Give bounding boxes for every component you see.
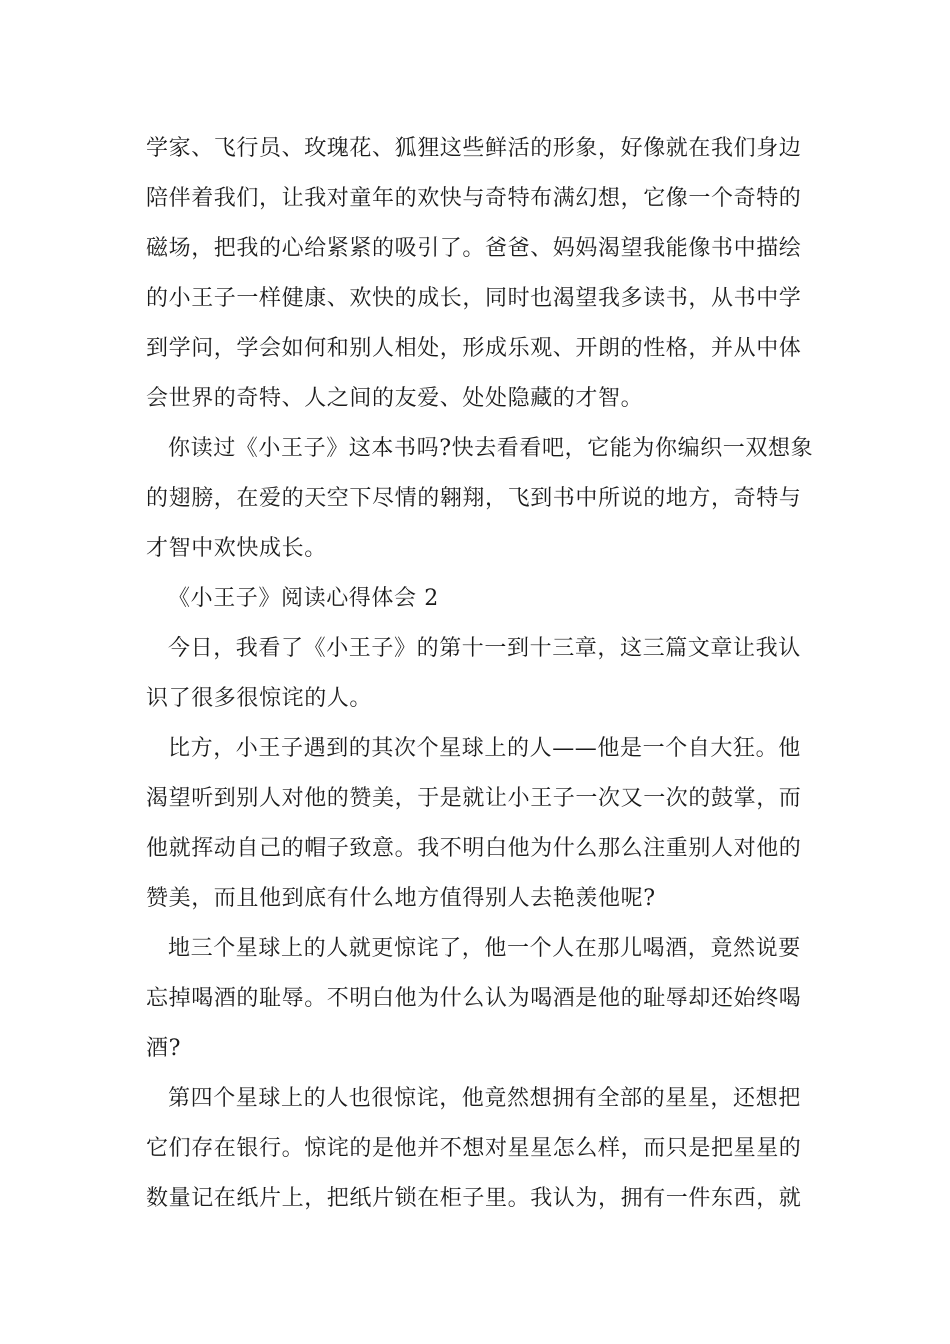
text-line: 的小王子一样健康、欢快的成长，同时也渴望我多读书，从书中学 (146, 286, 802, 311)
text-line: 他就挥动自己的帽子致意。我不明白他为什么那么注重别人对他的 (146, 836, 802, 861)
paragraph-2 (146, 424, 814, 574)
text-line: 磁场，把我的心给紧紧的吸引了。爸爸、妈妈渴望我能像书中描绘 (146, 236, 802, 261)
text-line: 比方，小王子遇到的其次个星球上的人——他是一个自大狂。他 (168, 736, 801, 761)
text-line: 到学问，学会如何和别人相处，形成乐观、开朗的性格，并从中体 (146, 336, 802, 361)
text-line: 地三个星球上的人就更惊诧了，他一个人在那儿喝酒，竟然说要 (168, 936, 801, 961)
paragraph-3 (146, 624, 806, 724)
paragraph-5 (146, 924, 806, 1074)
text-line: 的翅膀，在爱的天空下尽情的翱翔，飞到书中所说的地方，奇特与 (146, 486, 802, 511)
text-line: 赞美，而且他到底有什么地方值得别人去艳羡他呢? (146, 886, 656, 911)
text-line: 今日，我看了《小王子》的第十一到十三章，这三篇文章让我认 (168, 636, 801, 661)
text-line: 识了很多很惊诧的人。 (146, 686, 373, 711)
text-line: 渴望听到别人对他的赞美，于是就让小王子一次又一次的鼓掌，而 (146, 786, 802, 811)
text-line: 学家、飞行员、玫瑰花、狐狸这些鲜活的形象，好像就在我们身边 (146, 136, 802, 161)
paragraph-1 (146, 124, 806, 424)
section-heading (146, 574, 806, 624)
text-line: 会世界的奇特、人之间的友爱、处处隐藏的才智。 (146, 386, 644, 411)
text-line: 忘掉喝酒的耻辱。不明白他为什么认为喝酒是他的耻辱却还始终喝 (146, 986, 802, 1011)
text-line: 数量记在纸片上，把纸片锁在柜子里。我认为，拥有一件东西，就 (146, 1186, 802, 1211)
text-line: 第四个星球上的人也很惊诧，他竟然想拥有全部的星星，还想把 (168, 1086, 801, 1111)
paragraph-4 (146, 724, 806, 924)
text-line: 你读过《小王子》这本书吗?快去看看吧，它能为你编织一双想象 (168, 436, 814, 461)
text-line: 陪伴着我们，让我对童年的欢快与奇特布满幻想，它像一个奇特的 (146, 186, 802, 211)
document-body (146, 124, 814, 1224)
paragraph-6 (146, 1074, 806, 1224)
text-line: 酒? (146, 1036, 181, 1061)
text-line: 它们存在银行。惊诧的是他并不想对星星怎么样，而只是把星星的 (146, 1136, 802, 1161)
text-line: 才智中欢快成长。 (146, 536, 327, 561)
heading-text: 《小王子》阅读心得体会 2 (168, 586, 439, 611)
